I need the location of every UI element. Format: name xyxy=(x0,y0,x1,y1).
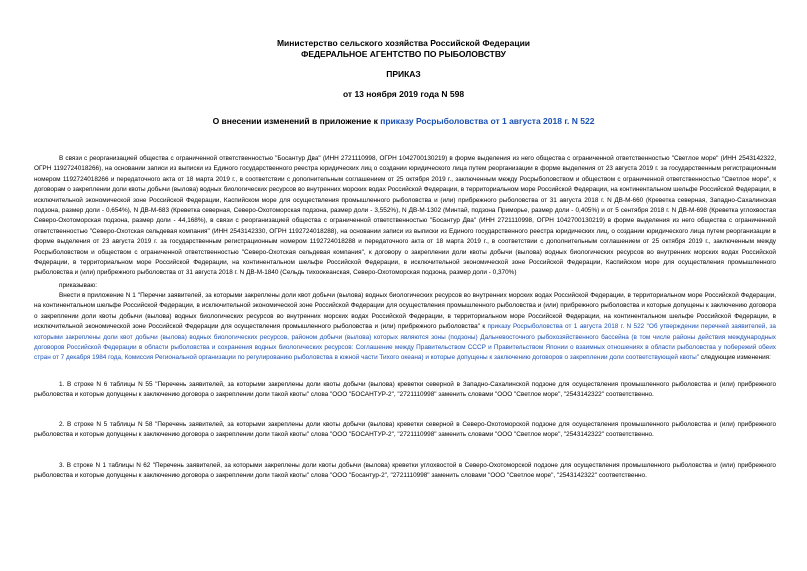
order-522-link[interactable]: приказу Росрыболовства от 1 августа 2018 г. N 522 "Об утверждении перечней заявителей, за которыми закреплены доли квот добычи (вылова) водных биологических ресурсов, районом добычи (вылова) которых являются зоны (подзоны) Дальневосточного рыбохозяйственного бассейна (в том числе районы действия международных договоров Российской Федерации в области рыболовства и сохранения водных биологических ресурсов: Соглашение между Правительством СССР и Правительством Японии о взаимных отношениях в области рыболовства у побережий обеих стран от 7 декабря 1984 года, Комиссия Региональной организации по регулированию рыболовства в южной части Тихого океана) и которые допущены к заключению договоров о закреплении доли соответствующей квоты" xyxy=(34,323,776,362)
main-paragraph xyxy=(34,291,776,364)
preamble-paragraph: В связи с реорганизацией общества с ограниченной ответственностью "Босантур Два" (ИНН 2721110998, ОГРН 1042700130219) в форме выделения из него общества с ограниченной ответственностью "Светлое море" (ИНН 2543142322, ОГРН 1192724018266), на основании записи из выписки из Единого государственного реестра юридических лиц о создании юридического лица путем реорганизации в форме выделения от 23 августа 2019 г. за государственным регистрационным номером 1192724018266 и передаточного акта от 18 марта 2019 г., в соответствии с дополнительным соглашением от 25 октября 2019 г., заключенным между Росрыболовством и обществом с ограниченной ответственностью "Светлое море", к договорам о закреплении доли квоты добычи (вылова) водных биологических ресурсов во внутренних морских водах Российской Федерации, в территориальном море Российской Федерации, на континентальном шельфе Российской Федерации, в исключительной экономической зоне Российской Федерации, Каспийском море для осуществления промышленного рыболовства и (или) прибрежного рыболовства от 31 августа 2018 г. N ДВ-М-660 (Креветка северная, Западно-Сахалинская подзона, размер доли - 0,654%), N ДВ-М-683 (Креветка северная, Северо-Охотоморская подзона, размер доли - 3,552%), N ДВ-М-1302 (Минтай, подзона Приморье, размер доли - 0,405%) и от 5 сентября 2018 г. N ДВ-М-698 (Креветка углохвостая Северо-Охотоморская подзона, размер доли - 44,168%), в связи с реорганизацией общества с ограниченной ответственностью "Босантур Два" (ИНН 2721110998, ОГРН 1042700130219) в форме выделения из него общества с ограниченной ответственностью "Северо-Охотская сельдевая компания" (ИНН 2543142330, ОГРН 1192724018288), на основании записи из выписки из Единого государственного реестра юридических лиц, о создании юридического лица путем реорганизации в форме выделения от 23 августа 2019 г. за государственным регистрационным номером 1192724018288 и передаточного акта от 18 марта 2019 г., в соответствии с дополнительным соглашением от 25 октября 2019 г., заключенным между Росрыболовством и обществом с ограниченной ответственностью "Северо-Охотская сельдевая компания", к договору о закреплении доли квоты добычи (вылова) водных биологических ресурсов во внутренних морских водах Российской Федерации, в территориальном море Российской Федерации, на континентальном шельфе Российской Федерации, в исключительной экономической зоне Российской Федерации, Каспийском море для осуществления промышленного рыболовства и (или) прибрежного рыболовства от 31 августа 2018 г. N ДВ-М-1840 (Сельдь тихоокеанская, Северо-Охотоморская подзона, размер доли - 0,370%) xyxy=(34,155,776,277)
document-date-number: от 13 ноября 2019 года N 598 xyxy=(342,89,465,99)
title-order-link[interactable]: приказу Росрыболовства от 1 августа 2018 г. N 522 xyxy=(380,116,595,126)
document-type: ПРИКАЗ xyxy=(386,69,421,79)
document-title xyxy=(0,116,807,126)
main-text-part1: Внести в приложение N 1 "Перечни заявителей, за которыми закреплены доли квот добычи (вылова) водных биологических ресурсов во внутренних морских водах Российской Федерации, в территориальном море Российской Федерации, на континентальном шельфе Российской Федерации, в исключительной экономической зоне Российской Федерации для осуществления промышленного рыболовства и (или) прибрежного рыболовства и которые допущены к заключению договора о закреплении доли квоты добычи (вылова) водных биологических ресурсов во внутренних морских водах Российской Федерации, в территориальном море Российской Федерации, на континентальном шельфе Российской Федерации, в исключительной экономической зоне Российской Федерации для осуществления промышленного рыболовства и (или) прибрежного рыболовства" к xyxy=(34,292,776,331)
ministry-name: Министерство сельского хозяйства Российской Федерации xyxy=(276,38,531,48)
main-text-part2: следующие изменения: xyxy=(699,354,771,362)
item-2: 2. В строке N 5 таблицы N 58 "Перечень заявителей, за которыми закреплены доли квоты добычи (вылова) креветки северной в Северо-Охотоморской подзоне для осуществления промышленного рыболовства и (или) прибрежного рыболовства и которые допущены к заключению договора о закреплении доли такой квоты" слова "ООО "БОСАНТУР-2", "2721110998" заменить словами "ООО "Светлое море", "2543142322" соответственно. xyxy=(34,421,776,439)
item-1: 1. В строке N 6 таблицы N 55 "Перечень заявителей, за которыми закреплены доли квоты добычи (вылова) креветки северной в Западно-Сахалинской подзоне для осуществления промышленного рыболовства и (или) прибрежного рыболовства и которые допущены к заключению договора о закреплении доли такой квоты" слова "ООО "БОСАНТУР-2", "2721110998" заменить словами "ООО "Светлое море", "2543142322" соответственно. xyxy=(34,381,776,399)
title-prefix: О внесении изменений в приложение к xyxy=(212,116,381,126)
item-3: 3. В строке N 1 таблицы N 62 "Перечень заявителей, за которыми закреплены доли квоты добычи (вылова) креветки углохвостой в Северо-Охотоморской подзоне для осуществления промышленного рыболовства и (или) прибрежного рыболовства и которые допущены к заключению договора о закреплении доли такой квоты" слова "ООО "Босантур-2", "2721110998" заменить словами "ООО "Светлое море", "2543142322" соответственно. xyxy=(34,462,776,480)
agency-name: ФЕДЕРАЛЬНОЕ АГЕНТСТВО ПО РЫБОЛОВСТВУ xyxy=(301,49,506,59)
prikazyvayu-label: приказываю: xyxy=(59,282,97,289)
